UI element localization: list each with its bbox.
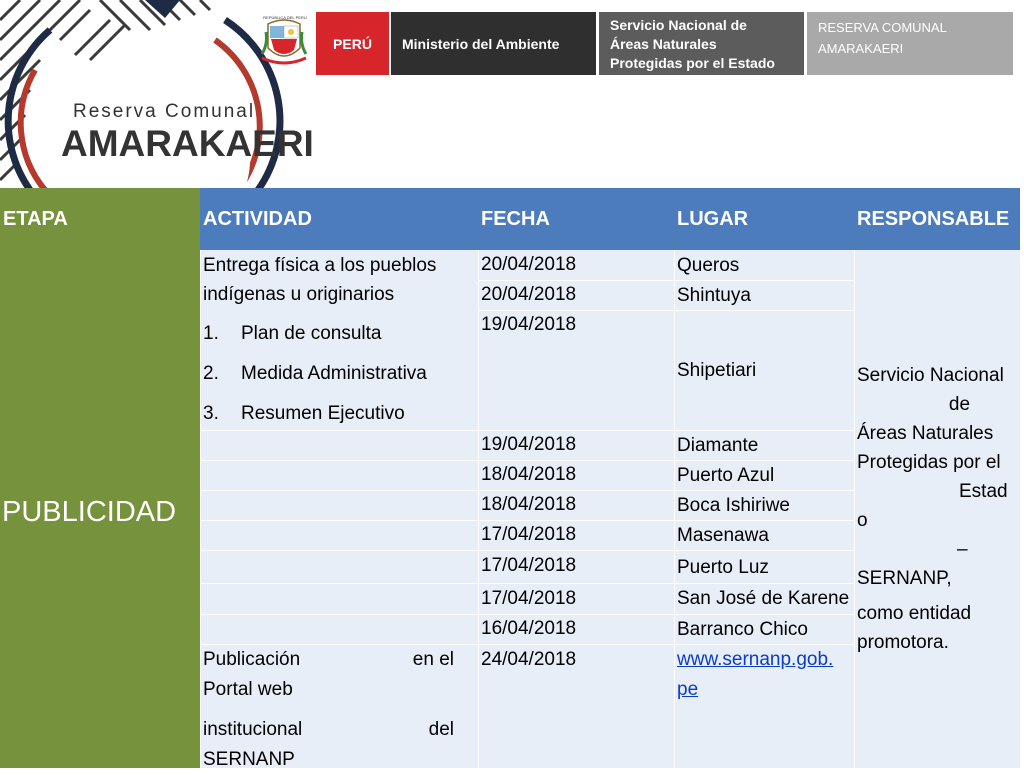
column-header-fecha: FECHA bbox=[478, 188, 674, 250]
reserva-brand-block bbox=[807, 12, 1013, 75]
lugar-cell: Shipetiari bbox=[677, 360, 757, 381]
fecha-cell: 19/04/2018 bbox=[481, 434, 577, 455]
lugar-cell: Diamante bbox=[677, 435, 759, 456]
sernanp-brand-block bbox=[599, 12, 804, 75]
seal-caption: REPÚBLICA DEL PERÚ bbox=[263, 15, 307, 20]
reserva-line-1: RESERVA COMUNAL bbox=[818, 20, 947, 35]
minam-brand-block: Ministerio del Ambiente bbox=[391, 12, 596, 75]
column-header-responsable: RESPONSABLE bbox=[854, 188, 1020, 250]
peru-brand-block: PERÚ bbox=[316, 12, 389, 75]
column-header-actividad: ACTIVIDAD bbox=[200, 188, 478, 250]
fecha-cell: 17/04/2018 bbox=[481, 524, 577, 545]
fecha-cell: 20/04/2018 bbox=[481, 254, 577, 275]
lugar-cell: Shintuya bbox=[677, 285, 751, 306]
sernanp-line-3: Protegidas por el Estado bbox=[610, 55, 775, 71]
fecha-cell: 17/04/2018 bbox=[481, 555, 577, 576]
lugar-cell: Puerto Azul bbox=[677, 465, 775, 486]
peru-coat-of-arms-icon bbox=[258, 14, 310, 72]
fecha-cell: 18/04/2018 bbox=[481, 464, 577, 485]
activity-entrega bbox=[200, 251, 476, 429]
fecha-cell: 16/04/2018 bbox=[481, 618, 577, 639]
lugar-cell: Puerto Luz bbox=[677, 557, 769, 578]
logo-title-big: AMARAKAERI bbox=[61, 123, 314, 164]
sernanp-line-2: Áreas Naturales bbox=[610, 36, 717, 52]
activity-entrega-list bbox=[203, 319, 476, 429]
list-item: 3. Resumen Ejecutivo bbox=[203, 403, 405, 424]
activity-entrega-intro: Entrega física a los pueblos indígenas u originarios bbox=[203, 255, 437, 305]
lugar-cell: Boca Ishiriwe bbox=[677, 495, 790, 516]
column-header-lugar: LUGAR bbox=[674, 188, 854, 250]
fecha-cell: 20/04/2018 bbox=[481, 284, 577, 305]
logo-title-small: Reserva Comunal bbox=[73, 101, 256, 122]
activity-publicacion: Publicación en el Portal web institucional del SERNANP bbox=[203, 649, 454, 770]
sernanp-line-1: Servicio Nacional de bbox=[610, 17, 747, 33]
responsable-cell: Servicio Nacional de Áreas Naturales Protegidas por el Estad o – SERNANP, como entidad promotora. bbox=[857, 365, 1008, 653]
fecha-cell: 19/04/2018 bbox=[481, 314, 577, 335]
lugar-cell: Masenawa bbox=[677, 525, 769, 546]
sernanp-website-link[interactable]: www.sernanp.gob. pe bbox=[677, 649, 834, 700]
column-header-etapa: ETAPA bbox=[0, 188, 200, 250]
etapa-label: PUBLICIDAD bbox=[2, 496, 177, 528]
lugar-cell: Queros bbox=[677, 255, 740, 276]
activities-table bbox=[0, 188, 1020, 768]
list-item: 2. Medida Administrativa bbox=[203, 363, 427, 384]
lugar-cell: Barranco Chico bbox=[677, 619, 808, 640]
lugar-cell: San José de Karene bbox=[677, 588, 850, 609]
fecha-cell: 18/04/2018 bbox=[481, 494, 577, 515]
reserva-line-2: AMARAKAERI bbox=[818, 41, 904, 56]
fecha-cell: 24/04/2018 bbox=[481, 649, 577, 670]
fecha-cell: 17/04/2018 bbox=[481, 588, 577, 609]
list-item: 1. Plan de consulta bbox=[203, 323, 382, 344]
